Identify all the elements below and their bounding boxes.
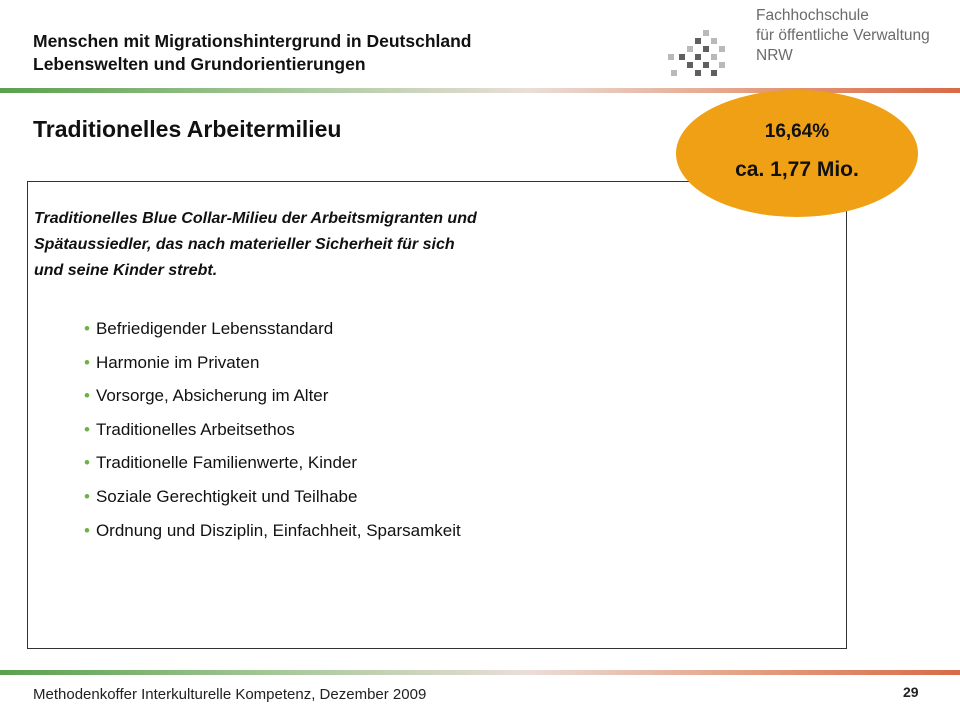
bottom-divider [0, 670, 960, 675]
list-item-text: Ordnung und Disziplin, Einfachheit, Sparsamkeit [95, 520, 461, 540]
population-badge [676, 90, 918, 217]
list-item-text: Befriedigender Lebensstandard [95, 319, 334, 338]
bullet-icon: • [84, 486, 90, 506]
list-item-text: Traditionelles Arbeitsethos [95, 419, 295, 439]
lead-line1: Traditionelles Blue Collar-Milieu der Arbeitsmigranten und [34, 210, 477, 227]
badge-percent: 16,64% [764, 121, 830, 142]
list-item-text: Traditionelle Familienwerte, Kinder [95, 453, 358, 473]
bullet-list [84, 317, 461, 552]
list-item [84, 317, 461, 351]
list-item-text: Soziale Gerechtigkeit und Teilhabe [95, 486, 358, 506]
logo-line3: NRW [756, 47, 793, 64]
page-title: Traditionelles Arbeitermilieu [33, 116, 342, 142]
list-item [84, 384, 461, 418]
page-number: 29 [903, 684, 919, 700]
list-item-text: Harmonie im Privaten [95, 352, 260, 372]
bullet-icon: • [84, 386, 90, 406]
fh-logo-icon [668, 30, 724, 78]
bullet-icon: • [84, 352, 90, 372]
list-item [84, 485, 461, 519]
logo-text [756, 6, 930, 66]
list-item [84, 351, 461, 385]
logo-line2: für öffentliche Verwaltung [756, 27, 930, 44]
lead-line3: und seine Kinder strebt. [34, 262, 218, 279]
footer-text: Methodenkoffer Interkulturelle Kompetenz, Dezember 2009 [33, 686, 427, 703]
badge-population: ca. 1,77 Mio. [735, 158, 859, 181]
list-item [84, 451, 461, 485]
header-title-line2: Lebenswelten und Grundorientierungen [33, 54, 366, 74]
list-item [84, 519, 461, 553]
bullet-icon: • [84, 319, 90, 338]
logo-line1: Fachhochschule [756, 7, 869, 24]
list-item-text: Vorsorge, Absicherung im Alter [95, 386, 329, 406]
header-title-line1: Menschen mit Migrationshintergrund in Deutschland [33, 31, 472, 51]
lead-text [34, 206, 674, 284]
bullet-icon: • [84, 453, 90, 473]
bullet-icon: • [84, 419, 90, 439]
list-item [84, 418, 461, 452]
lead-line2: Spätaussiedler, das nach materieller Sicherheit für sich [34, 236, 455, 253]
header-title [33, 30, 472, 76]
bullet-icon: • [84, 520, 90, 540]
